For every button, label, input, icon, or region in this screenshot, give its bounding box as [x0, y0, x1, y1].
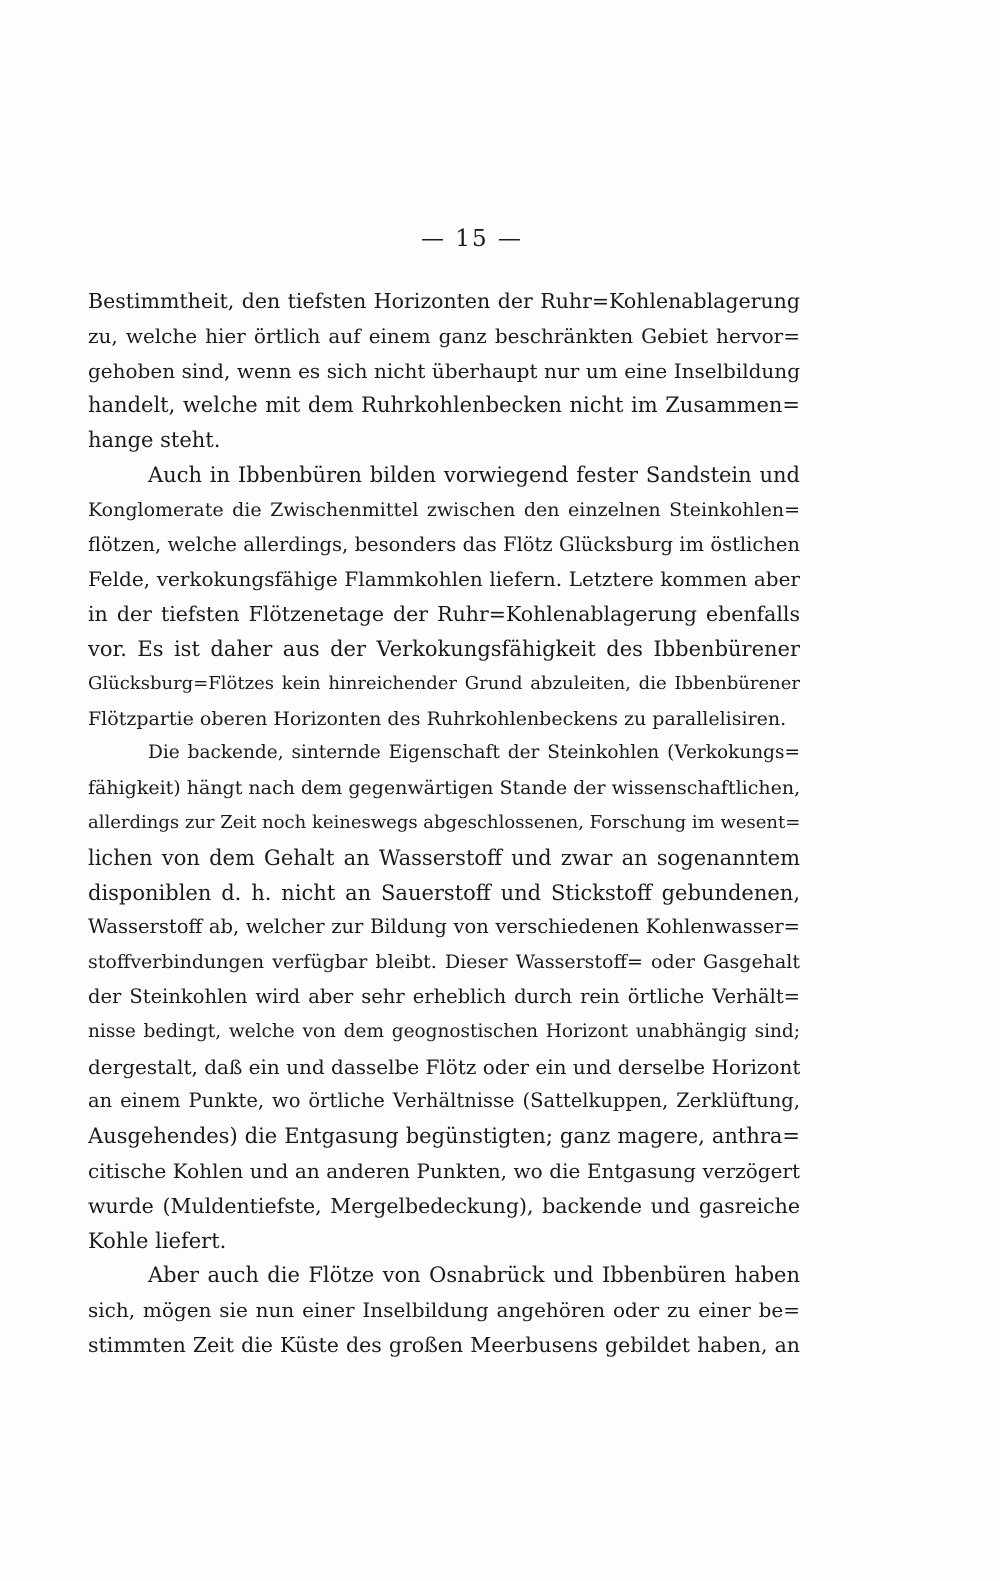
text-line: stoffverbindungen verfügbar bleibt. Dieser Wasserstoff= oder Gasgehalt — [88, 951, 800, 974]
text-line: in der tiefsten Flötzenetage der Ruhr=Kohlenablagerung ebenfalls — [88, 602, 800, 627]
text-line: Glücksburg=Flötzes kein hinreichender Grund abzuleiten, die Ibbenbürener — [88, 672, 800, 694]
text-line: zu, welche hier örtlich auf einem ganz beschränkten Gebiet hervor= — [88, 323, 800, 348]
text-line: Aber auch die Flötze von Osnabrück und Ibbenbüren haben — [148, 1263, 800, 1288]
page-number: — 15 — — [421, 226, 523, 252]
text-line: disponiblen d. h. nicht an Sauerstoff und Stickstoff gebundenen, — [88, 880, 800, 905]
text-line: allerdings zur Zeit noch keineswegs abgeschlossenen, Forschung im wesent= — [88, 811, 800, 833]
text-line: an einem Punkte, wo örtliche Verhältnisse (Sattelkuppen, Zerklüftung, — [88, 1089, 800, 1113]
text-line: sich, mögen sie nun einer Inselbildung angehören oder zu einer be= — [88, 1298, 800, 1323]
text-line: Konglomerate die Zwischenmittel zwischen den einzelnen Steinkohlen= — [88, 498, 800, 521]
text-line: Flötzpartie oberen Horizonten des Ruhrkohlenbeckens zu parallelisiren. — [88, 707, 787, 730]
text-line: vor. Es ist daher aus der Verkokungsfähigkeit des Ibbenbürener — [88, 636, 800, 661]
text-line: lichen von dem Gehalt an Wasserstoff und zwar an sogenanntem — [88, 845, 800, 870]
text-line: Ausgehendes) die Entgasung begünstigten; ganz magere, anthra= — [88, 1124, 800, 1149]
text-line: Auch in Ibbenbüren bilden vorwiegend fester Sandstein und — [148, 462, 800, 487]
text-line: fähigkeit) hängt nach dem gegenwärtigen Stande der wissenschaftlichen, — [88, 777, 800, 800]
body-text — [88, 284, 800, 1363]
text-line: stimmten Zeit die Küste des großen Meerbusens gebildet haben, an — [88, 1332, 800, 1357]
text-line: dergestalt, daß ein und dasselbe Flötz oder ein und derselbe Horizont — [88, 1054, 800, 1079]
text-line: Wasserstoff ab, welcher zur Bildung von verschiedenen Kohlenwasser= — [88, 915, 800, 939]
text-line: flötzen, welche allerdings, besonders das Flötz Glücksburg im östlichen — [88, 532, 800, 556]
text-line: Die backende, sinternde Eigenschaft der Steinkohlen (Verkokungs= — [148, 742, 800, 764]
text-line: der Steinkohlen wird aber sehr erheblich durch rein örtliche Verhält= — [88, 984, 800, 1008]
text-line: handelt, welche mit dem Ruhrkohlenbecken nicht im Zusammen= — [88, 393, 800, 418]
text-line: Kohle liefert. — [88, 1228, 227, 1253]
text-line: citische Kohlen und an anderen Punkten, wo die Entgasung verzögert — [88, 1158, 800, 1183]
text-line: gehoben sind, wenn es sich nicht überhaupt nur um eine Inselbildung — [88, 358, 800, 383]
text-line: wurde (Muldentiefste, Mergelbedeckung), backende und gasreiche — [88, 1193, 800, 1218]
text-line: nisse bedingt, welche von dem geognostischen Horizont unabhängig sind; — [88, 1020, 800, 1042]
text-line: Felde, verkokungsfähige Flammkohlen liefern. Letztere kommen aber — [88, 567, 800, 592]
text-line: Bestimmtheit, den tiefsten Horizonten der Ruhr=Kohlenablagerung — [88, 289, 800, 313]
text-line: hange steht. — [88, 428, 221, 453]
